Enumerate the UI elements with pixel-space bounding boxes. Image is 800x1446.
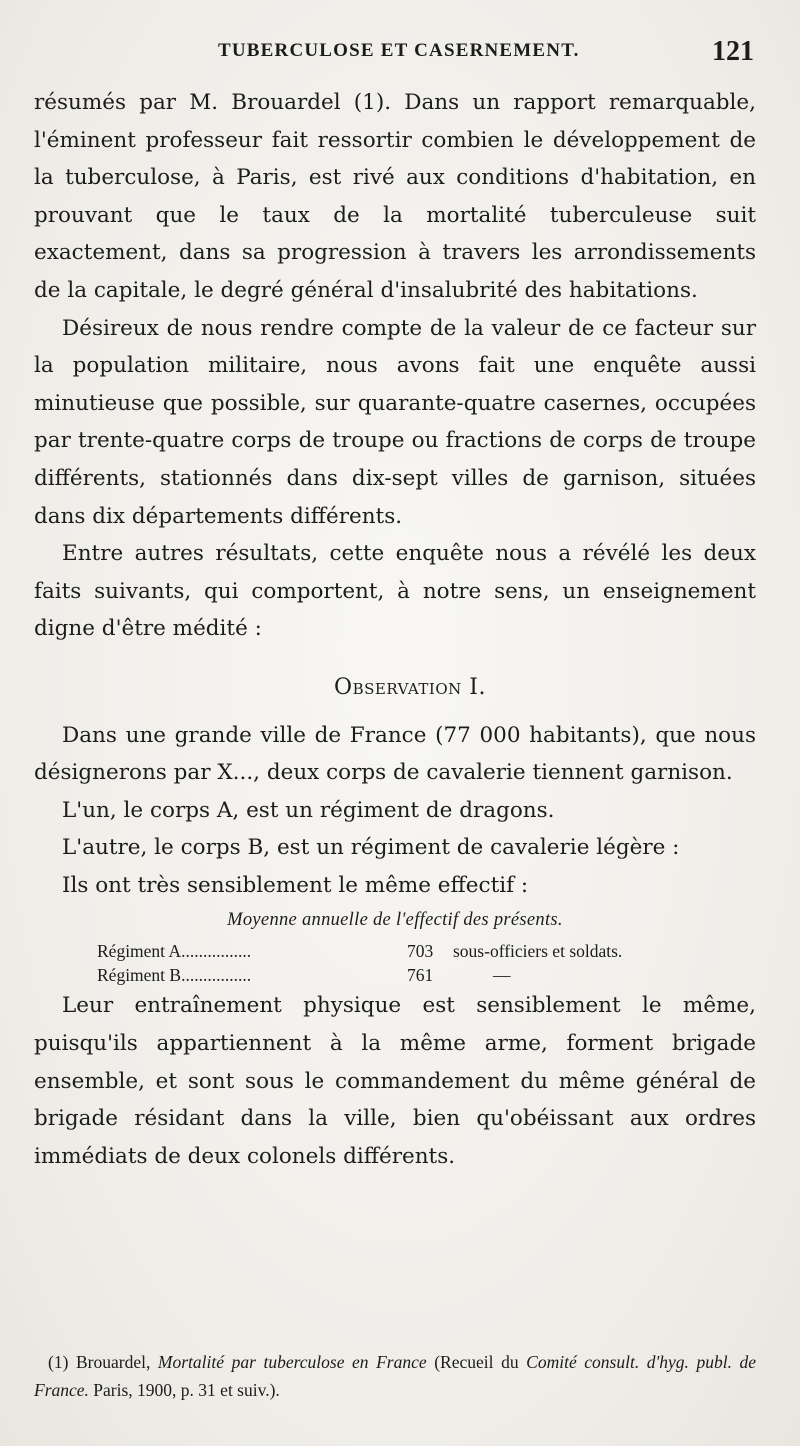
paragraph-3: Entre autres résultats, cette enquête nous a révélé les deux faits suivants, qui comportent, à notre sens, un enseignement digne d'être médité : <box>34 541 756 642</box>
regiment-count: 761 <box>407 965 434 986</box>
table-row <box>34 939 756 963</box>
table-caption: Moyenne annuelle de l'effectif des présents. <box>227 910 563 931</box>
paragraph-1: résumés par M. Brouardel (1). Dans un rapport remarquable, l'éminent professeur fait ressortir combien le développement de la tuberculose, à Paris, est rivé aux conditions d'habitation, en prouvant que le taux de la mortalité tuberculeuse suit exactement, dans sa progression à travers les arrondissements de la capitale, le degré général d'insalubrité des habitations. <box>34 90 756 303</box>
footnote-details: Paris, 1900, p. 31 et suiv.). <box>93 1380 280 1400</box>
footnote-author: Brouardel, <box>75 1352 151 1372</box>
footnote <box>34 1348 756 1404</box>
table-row <box>34 963 756 987</box>
paragraph-6: L'autre, le corps B, est un régiment de cavalerie légère : <box>62 835 680 861</box>
regiment-count: 703 <box>407 941 434 962</box>
paragraph-5: L'un, le corps A, est un régiment de dragons. <box>62 797 555 823</box>
paragraph-8: Leur entraînement physique est sensiblement le même, puisqu'ils appartiennent à la même arme, forment brigade ensemble, et sont sous le commandement du même général de brigade résidant dans la ville, bien qu'obéissant aux ordres immédiats de deux colonels différents. <box>34 993 756 1169</box>
regiment-unit: — <box>493 965 511 986</box>
regiment-label: Régiment A................ <box>97 941 252 962</box>
running-head <box>0 36 800 70</box>
paragraph-2: Désireux de nous rendre compte de la valeur de ce facteur sur la population militaire, nous avons fait une enquête aussi minutieuse que possible, sur quarante-quatre casernes, occupées par trente-quatre corps de troupe ou fractions de corps de troupe différents, stationnés dans dix-sept villes de garnison, situées dans dix départements différents. <box>34 315 756 529</box>
footnote-text <box>34 1348 756 1404</box>
footnote-source: Comité consult. d'hyg. publ. de France. <box>34 1352 757 1400</box>
footnote-source-open: (Recueil du <box>434 1352 519 1372</box>
body-text <box>34 84 756 1175</box>
observation-heading: Observation I. <box>334 674 486 700</box>
footnote-title: Mortalité par tuberculose en France <box>157 1352 427 1372</box>
paragraph-4: Dans une grande ville de France (77 000 habitants), que nous désignerons par X..., deux corps de cavalerie tiennent garnison. <box>34 722 756 786</box>
regiment-label: Régiment B................ <box>97 965 252 986</box>
footnote-marker: (1) <box>48 1352 69 1372</box>
running-title: TUBERCULOSE ET CASERNEMENT. <box>218 40 580 61</box>
regiment-unit: sous-officiers et soldats. <box>453 941 623 962</box>
effectif-table <box>34 908 756 987</box>
page-number: 121 <box>712 36 754 67</box>
paragraph-7: Ils ont très sensiblement le même effectif : <box>62 872 529 898</box>
